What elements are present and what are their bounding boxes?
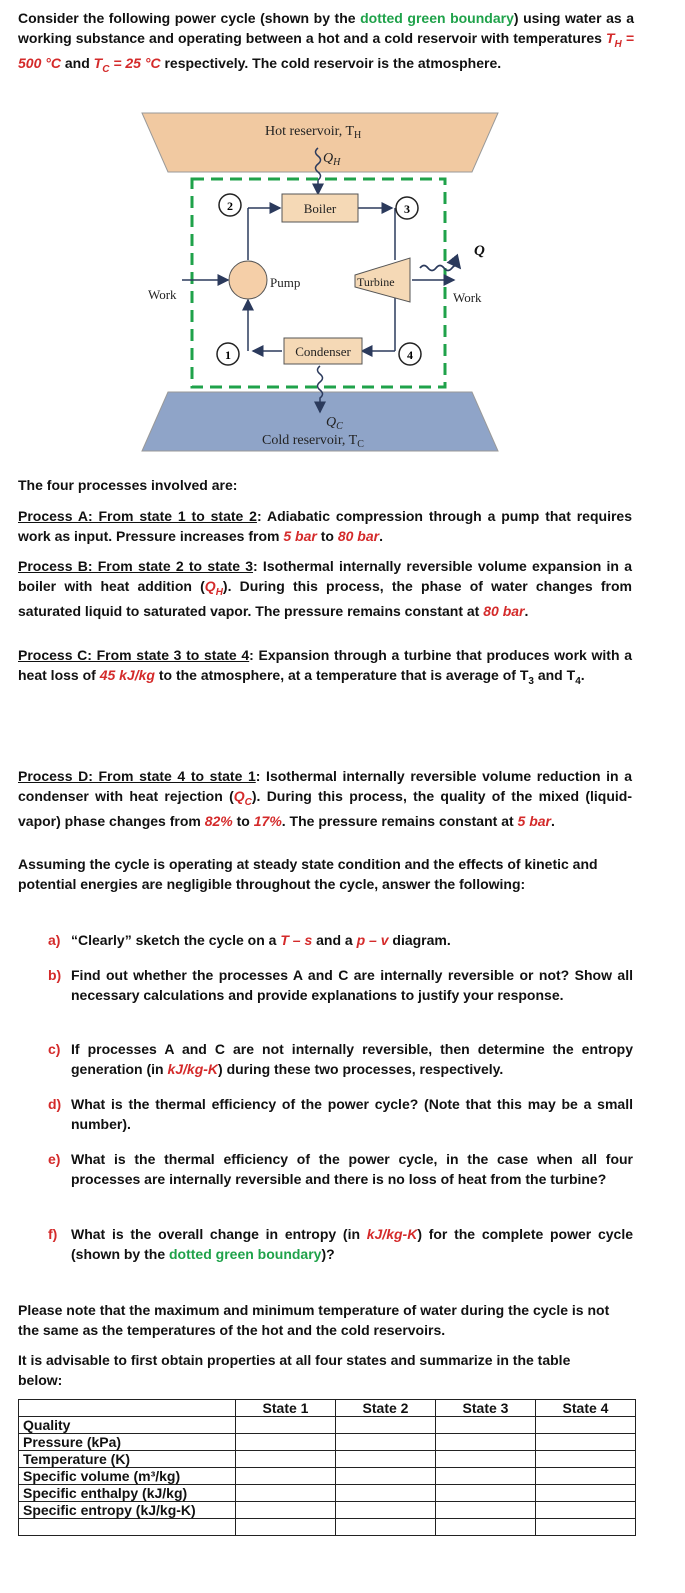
intro-paragraph: Consider the following power cycle (shown by the dotted green boundary) using water as a working substance and operating between a hot and a cold reservoir with temperatures $T_H = 500$ °C and $T_C = 25$ °C respectively. The cold reservoir is the atmosphere.: [18, 10, 634, 75]
green-boundary-text: dotted green boundary: [360, 10, 514, 26]
table-row: [19, 1434, 636, 1451]
assumption-paragraph: Assuming the cycle is operating at steady state condition and the effects of kinetic and potential energies are negligible throughout the cycle, answer the following:: [18, 856, 598, 892]
state-3-label: 3: [404, 202, 410, 216]
q-loss-squiggle: [420, 266, 460, 271]
row-label: Specific enthalpy (kJ/kg): [19, 1485, 236, 1502]
question-d: d) What is the thermal efficiency of the power cycle? (Note that this may be a small number).: [48, 1096, 633, 1132]
table-cell[interactable]: [236, 1451, 336, 1468]
qh-symbol: $Q_H$: [204, 577, 223, 598]
table-cell[interactable]: [536, 1519, 636, 1536]
table-row: [19, 1502, 636, 1519]
table-cell[interactable]: [436, 1417, 536, 1434]
table-cell[interactable]: [336, 1417, 436, 1434]
row-label: Quality: [19, 1417, 236, 1434]
table-row: [19, 1485, 636, 1502]
table-header-cell: State 3: [436, 1400, 536, 1417]
table-cell[interactable]: [336, 1468, 436, 1485]
table-cell[interactable]: [436, 1519, 536, 1536]
question-e: e) What is the thermal efficiency of the power cycle, in the case when all four processes are internally reversible and there is no loss of heat from the turbine?: [48, 1151, 633, 1187]
tc-symbol: $T_C = 25$ °C: [93, 54, 161, 75]
state-1-label: 1: [225, 348, 231, 362]
question-f: f) What is the overall change in entropy (in kJ/kg-K) for the complete power cycle (shown by the dotted green boundary)?: [48, 1226, 633, 1262]
qc-label: $Q_C$: [326, 415, 343, 432]
advise-paragraph: It is advisable to first obtain properties at all four states and summarize in the table below:: [18, 1352, 571, 1388]
row-label: Pressure (kPa): [19, 1434, 236, 1451]
table-cell[interactable]: [436, 1502, 536, 1519]
table-cell[interactable]: [536, 1417, 636, 1434]
table-cell[interactable]: [336, 1434, 436, 1451]
table-row: [19, 1519, 636, 1536]
table-cell[interactable]: [236, 1502, 336, 1519]
table-header-cell: State 2: [336, 1400, 436, 1417]
table-cell[interactable]: [336, 1485, 436, 1502]
work-left-label: Work: [148, 287, 177, 302]
row-label: Specific entropy (kJ/kg-K): [19, 1502, 236, 1519]
process-a: Process A: From state 1 to state 2: Adiabatic compression through a pump that requires work as input. Pressure increases from 5 bar to 80 bar.: [18, 508, 632, 544]
th-symbol: $T_H = 500$ °C: [18, 29, 634, 71]
table-cell[interactable]: [236, 1417, 336, 1434]
table-cell[interactable]: [236, 1519, 336, 1536]
power-cycle-diagram: [140, 110, 500, 455]
qh-label: $Q_H$: [323, 151, 341, 168]
table-cell[interactable]: [236, 1485, 336, 1502]
state-2-label: 2: [227, 199, 233, 213]
table-cell[interactable]: [236, 1468, 336, 1485]
q-loss-label: Q: [474, 243, 485, 259]
table-header-cell: State 1: [236, 1400, 336, 1417]
note-paragraph: Please note that the maximum and minimum temperature of water during the cycle is not the same as the temperatures of the hot and the cold reservoirs.: [18, 1302, 610, 1338]
table-cell[interactable]: [236, 1434, 336, 1451]
table-cell[interactable]: [436, 1468, 536, 1485]
table-cell[interactable]: [536, 1434, 636, 1451]
row-label: Temperature (K): [19, 1451, 236, 1468]
table-cell[interactable]: [436, 1434, 536, 1451]
pump-circle: [229, 261, 267, 299]
condenser-label: Condenser: [295, 344, 351, 359]
row-label: Specific volume (m³/kg): [19, 1468, 236, 1485]
properties-table: [18, 1399, 636, 1536]
table-header-cell: [19, 1400, 236, 1417]
table-cell[interactable]: [336, 1451, 436, 1468]
process-d: Process D: From state 4 to state 1: Isothermal internally reversible volume reduction in a condenser with heat rejection $(Q_C)$. During this process, the quality of the mixed (liquid-vapor) phase changes from 82% to 17%. The pressure remains constant at 5 bar.: [18, 768, 633, 829]
pump-label: Pump: [270, 275, 301, 290]
table-cell[interactable]: [536, 1468, 636, 1485]
table-row: [19, 1451, 636, 1468]
work-right-label: Work: [453, 290, 482, 305]
table-cell[interactable]: [536, 1485, 636, 1502]
table-cell[interactable]: [336, 1502, 436, 1519]
question-c: c) If processes A and C are not internally reversible, then determine the entropy generation (in kJ/kg-K) during these two processes, respectively.: [48, 1041, 633, 1077]
table-cell[interactable]: [436, 1485, 536, 1502]
process-b: Process B: From state 2 to state 3: Isothermal internally reversible volume expansion in a boiler with heat addition $(Q_H)$. During this process, the phase of water changes from saturated liquid to saturated vapor. The pressure remains constant at 80 bar.: [18, 558, 632, 619]
cold-reservoir-label: Cold reservoir, $T_C$: [262, 433, 364, 450]
question-b: b) Find out whether the processes A and C are internally reversible or not? Show all necessary calculations and provide explanations to justify your response.: [48, 967, 633, 1003]
table-row: [19, 1468, 636, 1485]
boiler-label: Boiler: [303, 201, 337, 216]
hot-reservoir-label: Hot reservoir, $T_H$: [265, 124, 362, 141]
hot-reservoir: [142, 113, 498, 172]
processes-intro: The four processes involved are:: [18, 477, 238, 493]
table-cell[interactable]: [536, 1451, 636, 1468]
qc-symbol: $Q_C$: [233, 787, 252, 808]
table-cell[interactable]: [536, 1502, 636, 1519]
table-header-cell: State 4: [536, 1400, 636, 1417]
table-cell[interactable]: [436, 1451, 536, 1468]
table-cell[interactable]: [336, 1519, 436, 1536]
row-label-empty: [19, 1519, 236, 1536]
question-a: a) “Clearly” sketch the cycle on a T – s and a p – v diagram.: [48, 932, 451, 948]
turbine-label: Turbine: [357, 275, 395, 289]
state-4-label: 4: [407, 348, 413, 362]
process-c: Process C: From state 3 to state 4: Expansion through a turbine that produces work with a heat loss of 45 kJ/kg to the atmosphere, at a temperature that is average of $T_3$ and $T_4$.: [18, 647, 632, 687]
table-header-row: [19, 1400, 636, 1417]
table-row: [19, 1417, 636, 1434]
